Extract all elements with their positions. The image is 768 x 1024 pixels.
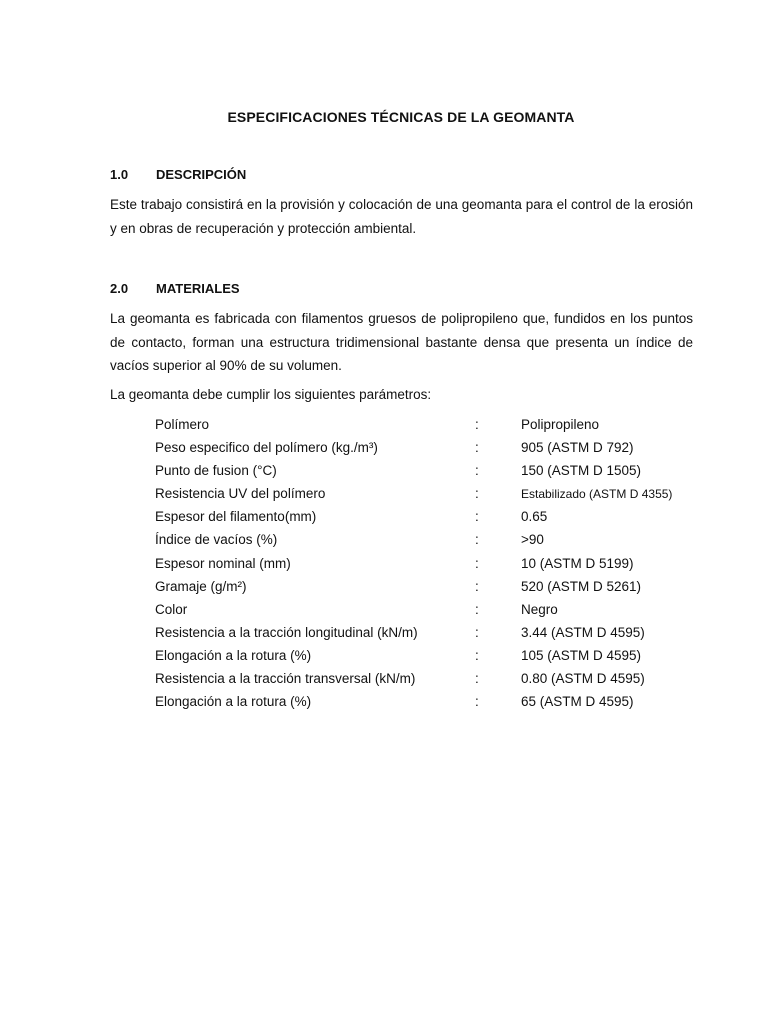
parameter-separator: : xyxy=(475,463,479,479)
list-item xyxy=(155,484,695,507)
parameter-name: Peso especifico del polímero (kg./m³) xyxy=(155,440,378,456)
section-heading-materiales xyxy=(110,281,240,296)
list-item xyxy=(155,530,695,553)
parameter-name: Espesor nominal (mm) xyxy=(155,555,291,571)
parameter-name: Polímero xyxy=(155,417,210,432)
parameter-value-standard: (ASTM D 4355) xyxy=(585,487,673,502)
parameter-value: >90 xyxy=(521,532,544,548)
parameter-separator: : xyxy=(475,509,479,525)
parameter-separator: : xyxy=(475,647,479,663)
parameter-value: 10 (ASTM D 5199) xyxy=(521,555,634,571)
parameter-separator: : xyxy=(475,440,479,456)
document-title: ESPECIFICACIONES TÉCNICAS DE LA GEOMANTA xyxy=(227,109,575,125)
parameter-separator: : xyxy=(475,417,479,432)
list-item xyxy=(155,646,695,669)
section-number: 1.0 xyxy=(110,167,129,182)
list-item xyxy=(155,507,695,530)
parameter-name: Punto de fusion (°C) xyxy=(155,463,277,479)
parameter-name: Gramaje (g/m²) xyxy=(155,578,247,594)
parameter-value-status: Estabilizado xyxy=(521,487,586,502)
list-item xyxy=(155,600,695,623)
parameter-value: 65 (ASTM D 4595) xyxy=(521,694,634,710)
parameter-separator: : xyxy=(475,694,479,710)
parameter-separator: : xyxy=(475,555,479,571)
parameter-value: 520 (ASTM D 5261) xyxy=(521,578,642,594)
list-item xyxy=(155,577,695,600)
paragraph-materiales: La geomanta es fabricada con filamentos gruesos de polipropileno que, fundidos en los puntos de contacto, forman una estructura tridimensional bastante densa que presenta un índice de vacíos superior al 90% de su volumen. xyxy=(110,311,693,373)
parameter-name: Elongación a la rotura (%) xyxy=(155,647,312,663)
parameter-value: Negro xyxy=(521,601,558,617)
parameter-name: Índice de vacíos (%) xyxy=(155,532,278,548)
parameter-value: 3.44 (ASTM D 4595) xyxy=(521,624,645,640)
parameter-value xyxy=(521,484,672,504)
list-item xyxy=(155,692,695,715)
paragraph-descripcion: Este trabajo consistirá en la provisión y colocación de una geomanta para el control de la erosión y en obras de recuperación y protección ambiental. xyxy=(110,197,693,236)
parameter-name: Resistencia a la tracción transversal (kN/m) xyxy=(155,671,416,687)
list-item xyxy=(155,669,695,692)
parameter-name: Resistencia a la tracción longitudinal (kN/m) xyxy=(155,624,418,640)
parameters-list xyxy=(155,415,695,715)
parameter-value: 0.80 (ASTM D 4595) xyxy=(521,671,645,687)
list-item xyxy=(155,623,695,646)
paragraph-parametros-intro: La geomanta debe cumplir los siguientes parámetros: xyxy=(110,387,432,402)
parameter-separator: : xyxy=(475,486,479,502)
parameter-separator: : xyxy=(475,532,479,548)
parameter-separator: : xyxy=(475,601,479,617)
parameter-name: Color xyxy=(155,601,188,617)
list-item xyxy=(155,554,695,577)
parameter-name: Resistencia UV del polímero xyxy=(155,486,326,502)
section-title: DESCRIPCIÓN xyxy=(156,167,247,182)
parameter-name: Elongación a la rotura (%) xyxy=(155,694,312,710)
parameter-value: 905 (ASTM D 792) xyxy=(521,440,634,456)
list-item xyxy=(155,415,695,438)
list-item xyxy=(155,438,695,461)
section-heading-descripcion xyxy=(110,167,246,182)
parameter-value: 0.65 xyxy=(521,509,548,525)
parameter-value: Polipropileno xyxy=(521,417,600,432)
parameter-separator: : xyxy=(475,624,479,640)
parameter-separator: : xyxy=(475,578,479,594)
section-title: MATERIALES xyxy=(156,281,240,296)
parameter-separator: : xyxy=(475,671,479,687)
section-number: 2.0 xyxy=(110,281,129,296)
parameter-value: 105 (ASTM D 4595) xyxy=(521,647,642,663)
parameter-value: 150 (ASTM D 1505) xyxy=(521,463,642,479)
list-item xyxy=(155,461,695,484)
parameter-name: Espesor del filamento(mm) xyxy=(155,509,317,525)
